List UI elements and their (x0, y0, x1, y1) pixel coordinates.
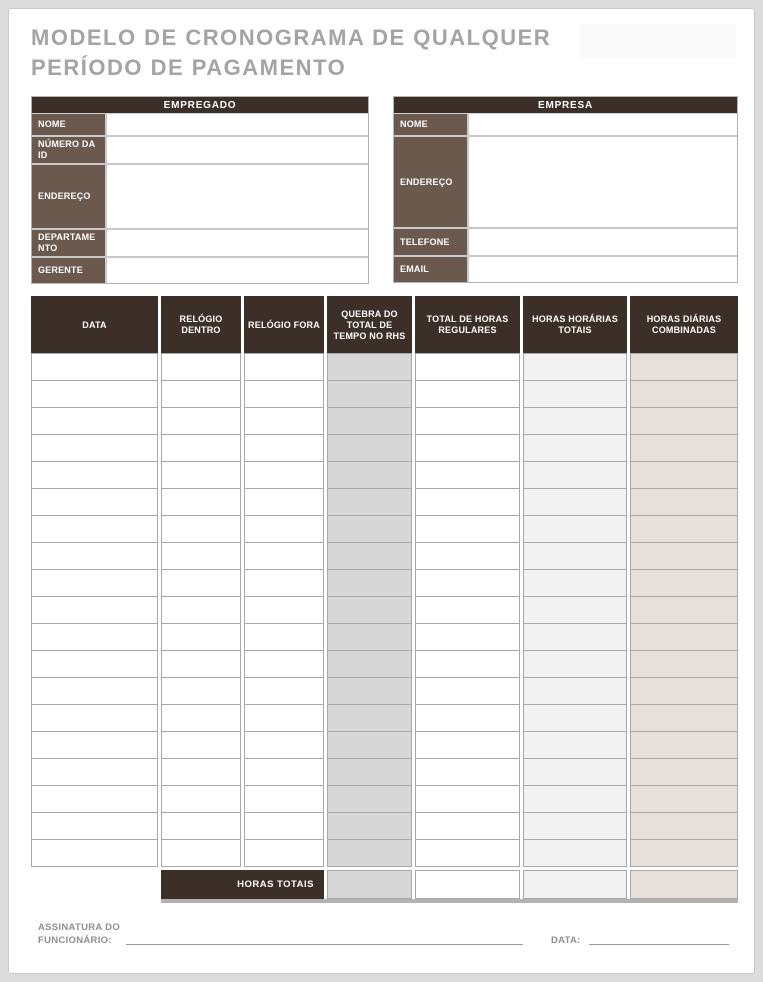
footer-total-cell[interactable] (415, 870, 520, 899)
timesheet-cell[interactable] (161, 380, 241, 408)
timesheet-column (415, 296, 520, 867)
timesheet-cell[interactable] (415, 407, 520, 435)
timesheet-cell[interactable] (31, 596, 158, 624)
timesheet-cell[interactable] (523, 461, 627, 489)
timesheet-cell[interactable] (244, 380, 324, 408)
timesheet-cell[interactable] (523, 650, 627, 678)
employee-name-row (32, 114, 368, 137)
timesheet-cell[interactable] (244, 839, 324, 867)
timesheet-cell[interactable] (31, 785, 158, 813)
timesheet-cell[interactable] (161, 461, 241, 489)
timesheet-cell[interactable] (31, 839, 158, 867)
timesheet-cell[interactable] (630, 380, 738, 408)
footer-spacer (31, 870, 161, 899)
timesheet-cell[interactable] (31, 515, 158, 543)
employee-address-label: ENDEREÇO (32, 165, 107, 228)
timesheet-cell[interactable] (630, 488, 738, 516)
timesheet-cell[interactable] (244, 785, 324, 813)
timesheet-cell[interactable] (327, 569, 412, 597)
logo-placeholder (579, 24, 736, 58)
timesheet-cell[interactable] (244, 407, 324, 435)
timesheet-cell[interactable] (523, 758, 627, 786)
timesheet-cell[interactable] (161, 704, 241, 732)
timesheet-cell[interactable] (161, 569, 241, 597)
timesheet-cell[interactable] (415, 515, 520, 543)
timesheet-cell[interactable] (161, 812, 241, 840)
timesheet-cell[interactable] (161, 353, 241, 381)
timesheet-cell[interactable] (630, 731, 738, 759)
timesheet-column (630, 296, 738, 867)
timesheet-cell[interactable] (523, 596, 627, 624)
company-name-label: NOME (394, 114, 469, 135)
employee-id-label: NÚMERO DA ID (32, 137, 107, 163)
timesheet-cell[interactable] (244, 650, 324, 678)
timesheet-cell[interactable] (161, 434, 241, 462)
timesheet-cell[interactable] (415, 704, 520, 732)
timesheet-cell[interactable] (415, 353, 520, 381)
employee-id-row (32, 137, 368, 165)
timesheet-cell[interactable] (244, 758, 324, 786)
timesheet-cell[interactable] (327, 785, 412, 813)
timesheet-cell[interactable] (31, 677, 158, 705)
timesheet-cell[interactable] (327, 434, 412, 462)
timesheet-cell[interactable] (161, 407, 241, 435)
footer-shadow (161, 899, 738, 903)
timesheet-cell[interactable] (327, 839, 412, 867)
timesheet-cell[interactable] (630, 461, 738, 489)
timesheet-cell[interactable] (630, 542, 738, 570)
timesheet-column-header: HORAS DIÁRIAS COMBINADAS (630, 296, 738, 354)
timesheet-cell[interactable] (327, 704, 412, 732)
timesheet-cell[interactable] (327, 488, 412, 516)
timesheet-cell[interactable] (327, 650, 412, 678)
timesheet-cell[interactable] (415, 812, 520, 840)
timesheet-cell[interactable] (31, 758, 158, 786)
timesheet-cell[interactable] (630, 515, 738, 543)
timesheet-cell[interactable] (327, 353, 412, 381)
timesheet-column-header: HORAS HORÁRIAS TOTAIS (523, 296, 627, 354)
timesheet-cell[interactable] (31, 704, 158, 732)
employee-manager-row (32, 258, 368, 283)
company-phone-field[interactable] (469, 229, 737, 255)
timesheet-cell[interactable] (630, 839, 738, 867)
timesheet-cell[interactable] (244, 596, 324, 624)
timesheet-cell[interactable] (415, 461, 520, 489)
timesheet-cell[interactable] (31, 731, 158, 759)
timesheet-cell[interactable] (161, 731, 241, 759)
timesheet-cell[interactable] (327, 623, 412, 651)
company-email-label: EMAIL (394, 257, 469, 282)
timesheet-table (31, 296, 738, 903)
timesheet-cell[interactable] (327, 515, 412, 543)
timesheet-cell[interactable] (415, 380, 520, 408)
timesheet-cell[interactable] (415, 650, 520, 678)
timesheet-cell[interactable] (630, 596, 738, 624)
timesheet-cell[interactable] (31, 461, 158, 489)
timesheet-cell[interactable] (161, 650, 241, 678)
timesheet-column (161, 296, 241, 867)
timesheet-cell[interactable] (31, 380, 158, 408)
employee-department-row (32, 230, 368, 258)
timesheet-cell[interactable] (161, 839, 241, 867)
date-label: DATA: (551, 935, 581, 946)
timesheet-cell[interactable] (415, 677, 520, 705)
timesheet-cell[interactable] (630, 758, 738, 786)
timesheet-cell[interactable] (415, 434, 520, 462)
company-email-field[interactable] (469, 257, 737, 282)
timesheet-cell[interactable] (31, 434, 158, 462)
timesheet-cell[interactable] (523, 785, 627, 813)
timesheet-cell[interactable] (415, 488, 520, 516)
document-page (8, 8, 755, 974)
employee-department-label: DEPARTAMENTO (32, 230, 107, 256)
timesheet-cell[interactable] (327, 407, 412, 435)
timesheet-cell[interactable] (523, 488, 627, 516)
timesheet-cell[interactable] (244, 704, 324, 732)
timesheet-cell[interactable] (161, 758, 241, 786)
timesheet-cell[interactable] (327, 677, 412, 705)
timesheet-cell[interactable] (523, 353, 627, 381)
timesheet-column-header: RELÓGIO FORA (244, 296, 324, 354)
timesheet-cell[interactable] (415, 569, 520, 597)
timesheet-column (31, 296, 158, 867)
timesheet-cell[interactable] (244, 623, 324, 651)
employee-id-field[interactable] (107, 137, 368, 163)
timesheet-cell[interactable] (415, 542, 520, 570)
employee-manager-field[interactable] (107, 258, 368, 283)
timesheet-cell[interactable] (244, 731, 324, 759)
timesheet-cell[interactable] (523, 677, 627, 705)
timesheet-cell[interactable] (244, 569, 324, 597)
timesheet-cell[interactable] (523, 515, 627, 543)
timesheet-cell[interactable] (31, 623, 158, 651)
employee-section-header: EMPREGADO (32, 97, 368, 114)
timesheet-cell[interactable] (244, 515, 324, 543)
timesheet-cell[interactable] (630, 785, 738, 813)
timesheet-cell[interactable] (523, 704, 627, 732)
footer-total-cell[interactable] (327, 870, 412, 899)
timesheet-cell[interactable] (31, 407, 158, 435)
company-address-label: ENDEREÇO (394, 137, 469, 227)
timesheet-cell[interactable] (161, 785, 241, 813)
company-name-row (394, 114, 737, 137)
timesheet-grid (31, 296, 738, 867)
timesheet-cell[interactable] (415, 785, 520, 813)
timesheet-cell[interactable] (31, 569, 158, 597)
timesheet-cell[interactable] (327, 380, 412, 408)
timesheet-cell[interactable] (523, 407, 627, 435)
timesheet-column-header: RELÓGIO DENTRO (161, 296, 241, 354)
timesheet-column (327, 296, 412, 867)
timesheet-cell[interactable] (415, 596, 520, 624)
company-phone-label: TELEFONE (394, 229, 469, 255)
timesheet-cell[interactable] (327, 731, 412, 759)
timesheet-cell[interactable] (244, 353, 324, 381)
timesheet-cell[interactable] (523, 812, 627, 840)
timesheet-cell[interactable] (161, 623, 241, 651)
timesheet-cell[interactable] (244, 434, 324, 462)
employee-address-row (32, 165, 368, 230)
timesheet-cell[interactable] (31, 542, 158, 570)
footer-total-cell[interactable] (523, 870, 627, 899)
timesheet-cell[interactable] (630, 434, 738, 462)
timesheet-cell[interactable] (415, 758, 520, 786)
footer-total-cell[interactable] (630, 870, 738, 899)
employee-manager-label: GERENTE (32, 258, 107, 283)
timesheet-cell[interactable] (161, 488, 241, 516)
timesheet-footer-row (31, 870, 738, 899)
timesheet-cell[interactable] (523, 569, 627, 597)
timesheet-cell[interactable] (244, 542, 324, 570)
timesheet-cell[interactable] (327, 596, 412, 624)
date-line[interactable] (589, 944, 729, 945)
timesheet-cell[interactable] (523, 731, 627, 759)
company-name-field[interactable] (469, 114, 737, 135)
timesheet-cell[interactable] (523, 434, 627, 462)
timesheet-column-header: TOTAL DE HORAS REGULARES (415, 296, 520, 354)
timesheet-cell[interactable] (327, 542, 412, 570)
timesheet-cell[interactable] (630, 812, 738, 840)
timesheet-cell[interactable] (523, 380, 627, 408)
timesheet-cell[interactable] (327, 461, 412, 489)
timesheet-column-header: DATA (31, 296, 158, 354)
company-address-field[interactable] (469, 137, 737, 227)
timesheet-column (523, 296, 627, 867)
company-address-row (394, 137, 737, 229)
timesheet-cell[interactable] (31, 353, 158, 381)
timesheet-cell[interactable] (161, 542, 241, 570)
timesheet-cell[interactable] (630, 704, 738, 732)
employee-name-field[interactable] (107, 114, 368, 135)
timesheet-cell[interactable] (523, 623, 627, 651)
timesheet-column-header: QUEBRA DO TOTAL DE TEMPO NO RHS (327, 296, 412, 354)
company-email-row (394, 257, 737, 282)
timesheet-cell[interactable] (327, 812, 412, 840)
employee-signature-label: ASSINATURA DO FUNCIONÁRIO: (38, 922, 121, 946)
employee-department-field[interactable] (107, 230, 368, 256)
timesheet-cell[interactable] (630, 650, 738, 678)
company-section (393, 96, 738, 283)
timesheet-cell[interactable] (415, 839, 520, 867)
timesheet-cell[interactable] (523, 542, 627, 570)
timesheet-cell[interactable] (31, 488, 158, 516)
timesheet-cell[interactable] (630, 569, 738, 597)
timesheet-cell[interactable] (31, 650, 158, 678)
timesheet-cell[interactable] (523, 839, 627, 867)
timesheet-cell[interactable] (415, 623, 520, 651)
timesheet-cell[interactable] (630, 353, 738, 381)
total-hours-bar: HORAS TOTAIS (161, 870, 324, 899)
timesheet-cell[interactable] (161, 515, 241, 543)
timesheet-cell[interactable] (630, 623, 738, 651)
company-section-header: EMPRESA (394, 97, 737, 114)
company-phone-row (394, 229, 737, 257)
employee-signature-line[interactable] (126, 944, 523, 945)
page-title-line1: MODELO DE CRONOGRAMA DE QUALQUER (31, 25, 552, 50)
employee-section (31, 96, 369, 284)
timesheet-cell[interactable] (244, 488, 324, 516)
timesheet-cell[interactable] (161, 596, 241, 624)
timesheet-cell[interactable] (244, 461, 324, 489)
timesheet-cell[interactable] (244, 677, 324, 705)
signature-block (38, 921, 739, 947)
page-title (31, 23, 551, 83)
timesheet-cell[interactable] (415, 731, 520, 759)
timesheet-cell[interactable] (161, 677, 241, 705)
page-title-line2: PERÍODO DE PAGAMENTO (31, 55, 347, 80)
employee-name-label: NOME (32, 114, 107, 135)
employee-address-field[interactable] (107, 165, 368, 228)
timesheet-cell[interactable] (630, 677, 738, 705)
timesheet-cell[interactable] (630, 407, 738, 435)
timesheet-cell[interactable] (244, 812, 324, 840)
timesheet-cell[interactable] (327, 758, 412, 786)
timesheet-column (244, 296, 324, 867)
timesheet-cell[interactable] (31, 812, 158, 840)
